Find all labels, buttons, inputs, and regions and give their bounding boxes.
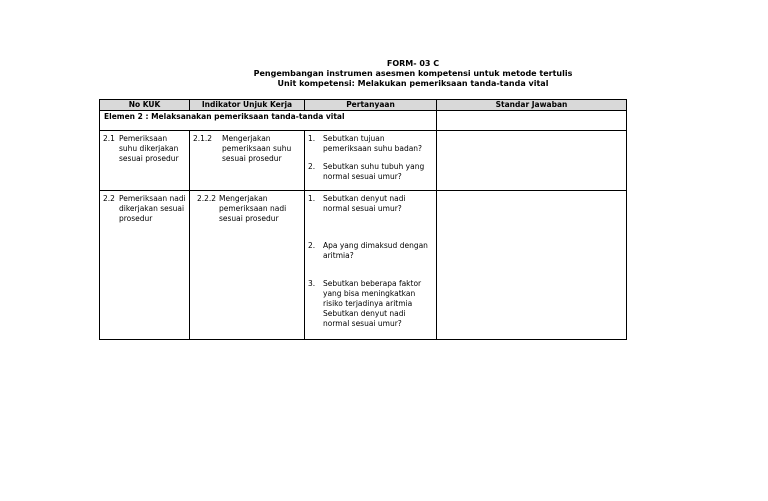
question-text: Sebutkan denyut nadi normal sesuai umur?	[323, 194, 406, 213]
header-no-kuk: No KUK	[100, 100, 190, 111]
indikator-number: 2.1.2	[193, 134, 213, 143]
question-text: Sebutkan suhu tubuh yang normal sesuai umur?	[323, 162, 425, 181]
kuk-text: Pemeriksaan nadi dikerjakan sesuai prosedur	[119, 194, 186, 223]
pertanyaan-cell	[305, 191, 437, 340]
indikator-cell	[190, 131, 305, 191]
indikator-number: 2.2.2	[197, 194, 217, 203]
question-text: Apa yang dimaksud dengan aritmia?	[323, 241, 428, 260]
kuk-cell	[100, 131, 190, 191]
standar-jawaban-cell	[437, 191, 627, 340]
kuk-text: Pemeriksaan suhu dikerjakan sesuai prosedur	[119, 134, 179, 163]
question-number: 3.	[308, 279, 316, 288]
indikator-cell	[190, 191, 305, 340]
table-row	[100, 191, 627, 340]
standar-jawaban-text	[437, 131, 626, 134]
question-item	[308, 279, 433, 329]
elemen-label: Elemen 2 : Melaksanakan pemeriksaan tanda-tanda vital	[100, 111, 437, 131]
table-row	[100, 131, 627, 191]
standar-jawaban-cell	[437, 131, 627, 191]
kuk-number: 2.2	[103, 194, 115, 203]
question-item	[308, 194, 433, 214]
header-pertanyaan: Pertanyaan	[305, 100, 437, 111]
kuk-number: 2.1	[103, 134, 115, 143]
header-standar-jawaban: Standar Jawaban	[437, 100, 627, 111]
indikator-text: Mengerjakan pemeriksaan nadi sesuai prosedur	[219, 194, 287, 223]
question-number: 1.	[308, 194, 316, 203]
table-header-row	[100, 100, 627, 111]
question-number: 1.	[308, 134, 316, 143]
header-indikator: Indikator Unjuk Kerja	[190, 100, 305, 111]
form-title: FORM- 03 C	[386, 59, 440, 68]
form-subtitle: Pengembangan instrumen asesmen kompetensi untuk metode tertulis	[253, 69, 573, 78]
kuk-cell	[100, 191, 190, 340]
question-text: Sebutkan tujuan pemeriksaan suhu badan?	[323, 134, 423, 153]
elemen-row	[100, 111, 627, 131]
question-item	[308, 162, 433, 182]
question-item	[308, 241, 433, 261]
form-unit: Unit kompetensi: Melakukan pemeriksaan tanda-tanda vital	[277, 79, 549, 88]
question-item	[308, 134, 433, 154]
pertanyaan-cell	[305, 131, 437, 191]
elemen-empty-cell	[437, 111, 627, 131]
question-text: Sebutkan beberapa faktor yang bisa meningkatkan risiko terjadinya aritmia Sebutkan denyut nadi normal sesuai umur?	[323, 279, 422, 328]
form-header	[100, 59, 726, 89]
indikator-text: Mengerjakan pemeriksaan suhu sesuai prosedur	[222, 134, 292, 163]
question-number: 2.	[308, 241, 316, 250]
question-number: 2.	[308, 162, 316, 171]
assessment-table	[99, 99, 627, 340]
standar-jawaban-text	[437, 191, 626, 194]
